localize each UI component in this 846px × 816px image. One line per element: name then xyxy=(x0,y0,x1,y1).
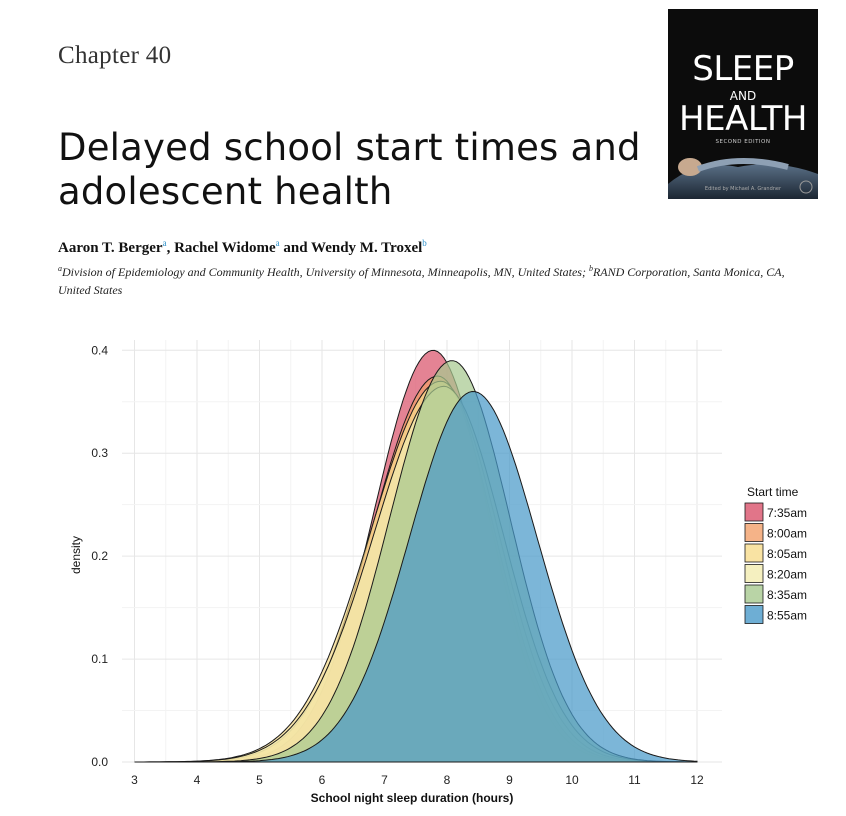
legend-label: 8:00am xyxy=(767,526,808,541)
y-tick-label: 0.4 xyxy=(91,343,108,358)
author-affiliation-mark: a xyxy=(275,238,280,248)
y-axis-label: density xyxy=(69,535,83,575)
affiliation-text: RAND Corporation, Santa Monica, CA, United States xyxy=(58,265,785,297)
y-tick-label: 0.0 xyxy=(91,755,108,769)
x-tick-label: 12 xyxy=(690,773,704,787)
legend-title: Start time xyxy=(747,485,799,499)
x-tick-label: 5 xyxy=(256,773,263,787)
x-axis-label: School night sleep duration (hours) xyxy=(310,791,514,805)
author-affiliation-mark: b xyxy=(422,238,427,248)
author-name: Rachel Widome xyxy=(174,240,276,256)
cover-title-health: HEALTH xyxy=(679,99,807,139)
legend-label: 8:35am xyxy=(767,588,808,602)
x-tick-label: 4 xyxy=(193,773,201,787)
author-name: Wendy M. Troxel xyxy=(311,240,423,256)
x-tick-label: 6 xyxy=(318,773,326,787)
y-tick-label: 0.3 xyxy=(91,446,108,461)
legend-label: 7:35am xyxy=(767,506,808,520)
legend-label: 8:05am xyxy=(767,547,808,561)
legend-swatch xyxy=(745,524,763,542)
legend-swatch xyxy=(745,606,763,624)
affiliation-mark: a xyxy=(58,264,62,273)
author-affiliation-mark: a xyxy=(162,238,167,248)
cover-title-sleep: SLEEP xyxy=(692,49,794,89)
legend-label: 8:55am xyxy=(767,608,808,623)
legend-label: 8:20am xyxy=(767,567,808,582)
x-tick-label: 10 xyxy=(565,773,579,787)
cover-edition: SECOND EDITION xyxy=(715,139,771,145)
y-tick-label: 0.2 xyxy=(91,549,108,564)
x-tick-label: 7 xyxy=(381,773,388,787)
chapter-number: Chapter 40 xyxy=(58,42,172,69)
x-tick-label: 9 xyxy=(506,773,513,787)
legend-swatch xyxy=(745,565,763,583)
x-tick-label: 3 xyxy=(131,773,138,787)
affiliation-text: Division of Epidemiology and Community Health, University of Minnesota, Minneapolis, MN, United States; xyxy=(62,265,589,279)
chapter-title: Delayed school start times and adolescent health xyxy=(58,126,641,213)
x-tick-label: 11 xyxy=(628,773,641,787)
legend-swatch xyxy=(745,585,763,603)
cover-title-and: AND xyxy=(729,89,757,103)
legend-swatch xyxy=(745,503,763,521)
cover-editor: Edited by Michael A. Grandner xyxy=(704,186,782,192)
legend-swatch xyxy=(745,544,763,562)
affiliation-mark: b xyxy=(588,264,593,273)
y-tick-label: 0.1 xyxy=(91,652,108,667)
author-name: Aaron T. Berger xyxy=(58,240,163,256)
author-list: Aaron T. Berger$^a$, Rachel Widome$^a$ and Wendy M. Troxel$^b$ xyxy=(58,238,427,256)
x-tick-label: 8 xyxy=(443,773,451,787)
